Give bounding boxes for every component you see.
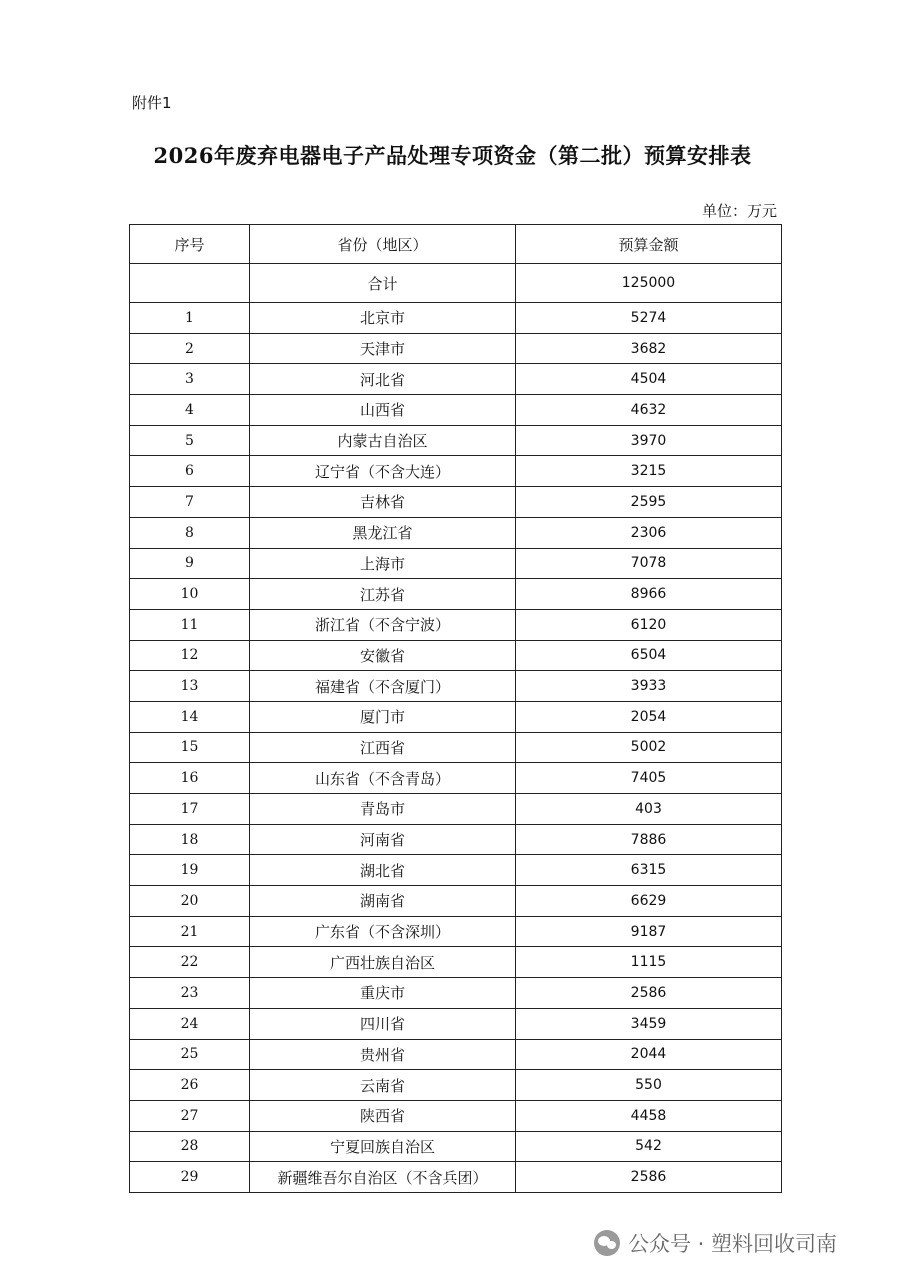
row-region: 贵州省: [250, 1039, 516, 1070]
row-amount: 2586: [516, 978, 782, 1009]
row-index: 19: [130, 855, 250, 886]
watermark-text: 公众号 · 塑料回收司南: [628, 1232, 838, 1256]
row-amount: 9187: [516, 916, 782, 947]
table-row: [130, 794, 782, 825]
row-index: 11: [130, 609, 250, 640]
row-region: 陕西省: [250, 1100, 516, 1131]
row-index: 16: [130, 763, 250, 794]
table-row: [130, 855, 782, 886]
row-region: 福建省（不含厦门）: [250, 671, 516, 702]
row-region: 河南省: [250, 824, 516, 855]
table-row: [130, 1039, 782, 1070]
row-amount: 3933: [516, 671, 782, 702]
header-amount: 预算金额: [516, 225, 782, 264]
row-amount: 6504: [516, 640, 782, 671]
row-amount: 4458: [516, 1100, 782, 1131]
row-region: 江西省: [250, 732, 516, 763]
table-row: [130, 1008, 782, 1039]
row-region: 内蒙古自治区: [250, 425, 516, 456]
row-region: 吉林省: [250, 487, 516, 518]
table-row: [130, 1100, 782, 1131]
table-row: [130, 701, 782, 732]
row-index: 9: [130, 548, 250, 579]
row-index: 8: [130, 517, 250, 548]
table-row: [130, 886, 782, 917]
row-region: 青岛市: [250, 794, 516, 825]
row-amount: 4632: [516, 395, 782, 426]
row-region: 山东省（不含青岛）: [250, 763, 516, 794]
row-amount: 2306: [516, 517, 782, 548]
row-amount: 3970: [516, 425, 782, 456]
row-region: 新疆维吾尔自治区（不含兵团）: [250, 1162, 516, 1193]
table-row: [130, 1070, 782, 1101]
row-index: 6: [130, 456, 250, 487]
table-row: [130, 487, 782, 518]
row-region: 黑龙江省: [250, 517, 516, 548]
row-amount: 6120: [516, 609, 782, 640]
row-index: 1: [130, 303, 250, 334]
row-region: 北京市: [250, 303, 516, 334]
row-index: 5: [130, 425, 250, 456]
row-region: 河北省: [250, 364, 516, 395]
row-index: 28: [130, 1131, 250, 1162]
row-amount: 6315: [516, 855, 782, 886]
row-index: 15: [130, 732, 250, 763]
row-index: 4: [130, 395, 250, 426]
row-region: 天津市: [250, 333, 516, 364]
row-amount: 7886: [516, 824, 782, 855]
row-region: 厦门市: [250, 701, 516, 732]
table-row: [130, 671, 782, 702]
row-amount: 4504: [516, 364, 782, 395]
table-row: [130, 395, 782, 426]
table-row: [130, 548, 782, 579]
unit-label: 单位：万元: [701, 202, 777, 220]
row-region: 湖南省: [250, 886, 516, 917]
table-row: [130, 425, 782, 456]
row-amount: 2054: [516, 701, 782, 732]
row-index: 14: [130, 701, 250, 732]
row-amount: 550: [516, 1070, 782, 1101]
row-region: 浙江省（不含宁波）: [250, 609, 516, 640]
row-amount: 6629: [516, 886, 782, 917]
wechat-icon: [594, 1230, 620, 1256]
row-index: 2: [130, 333, 250, 364]
table-row: [130, 1131, 782, 1162]
table-row: [130, 732, 782, 763]
row-region: 安徽省: [250, 640, 516, 671]
table-header-row: [130, 225, 782, 264]
row-region: 上海市: [250, 548, 516, 579]
row-index: 18: [130, 824, 250, 855]
row-index: 7: [130, 487, 250, 518]
total-label: 合计: [250, 264, 516, 303]
table-row: [130, 824, 782, 855]
row-amount: 542: [516, 1131, 782, 1162]
row-region: 四川省: [250, 1008, 516, 1039]
header-index: 序号: [130, 225, 250, 264]
table-row: [130, 947, 782, 978]
table-row: [130, 303, 782, 334]
row-amount: 2595: [516, 487, 782, 518]
row-amount: 3459: [516, 1008, 782, 1039]
row-region: 江苏省: [250, 579, 516, 610]
row-region: 山西省: [250, 395, 516, 426]
table-row: [130, 333, 782, 364]
total-index-cell: [130, 264, 250, 303]
row-index: 23: [130, 978, 250, 1009]
row-index: 12: [130, 640, 250, 671]
table-row: [130, 640, 782, 671]
row-amount: 8966: [516, 579, 782, 610]
row-amount: 403: [516, 794, 782, 825]
row-amount: 5274: [516, 303, 782, 334]
row-amount: 5002: [516, 732, 782, 763]
row-index: 13: [130, 671, 250, 702]
page-title: 2026年废弃电器电子产品处理专项资金（第二批）预算安排表: [153, 143, 752, 168]
row-index: 22: [130, 947, 250, 978]
row-region: 广东省（不含深圳）: [250, 916, 516, 947]
watermark: [594, 1228, 837, 1258]
row-index: 17: [130, 794, 250, 825]
row-region: 宁夏回族自治区: [250, 1131, 516, 1162]
row-amount: 3682: [516, 333, 782, 364]
table-row: [130, 609, 782, 640]
row-amount: 1115: [516, 947, 782, 978]
total-amount: 125000: [516, 264, 782, 303]
row-amount: 7078: [516, 548, 782, 579]
header-region: 省份（地区）: [250, 225, 516, 264]
attachment-label: 附件1: [132, 94, 172, 112]
row-index: 21: [130, 916, 250, 947]
row-region: 重庆市: [250, 978, 516, 1009]
table-row: [130, 978, 782, 1009]
total-row: [130, 264, 782, 303]
row-index: 26: [130, 1070, 250, 1101]
row-index: 3: [130, 364, 250, 395]
row-region: 云南省: [250, 1070, 516, 1101]
row-index: 20: [130, 886, 250, 917]
row-region: 湖北省: [250, 855, 516, 886]
table-row: [130, 1162, 782, 1193]
table-row: [130, 364, 782, 395]
table-row: [130, 456, 782, 487]
row-amount: 7405: [516, 763, 782, 794]
table-row: [130, 916, 782, 947]
row-amount: 2044: [516, 1039, 782, 1070]
row-index: 29: [130, 1162, 250, 1193]
row-index: 27: [130, 1100, 250, 1131]
row-index: 24: [130, 1008, 250, 1039]
table-row: [130, 763, 782, 794]
table-row: [130, 517, 782, 548]
row-index: 25: [130, 1039, 250, 1070]
budget-table: [129, 224, 782, 1193]
row-amount: 3215: [516, 456, 782, 487]
row-amount: 2586: [516, 1162, 782, 1193]
row-region: 广西壮族自治区: [250, 947, 516, 978]
row-region: 辽宁省（不含大连）: [250, 456, 516, 487]
table-row: [130, 579, 782, 610]
row-index: 10: [130, 579, 250, 610]
